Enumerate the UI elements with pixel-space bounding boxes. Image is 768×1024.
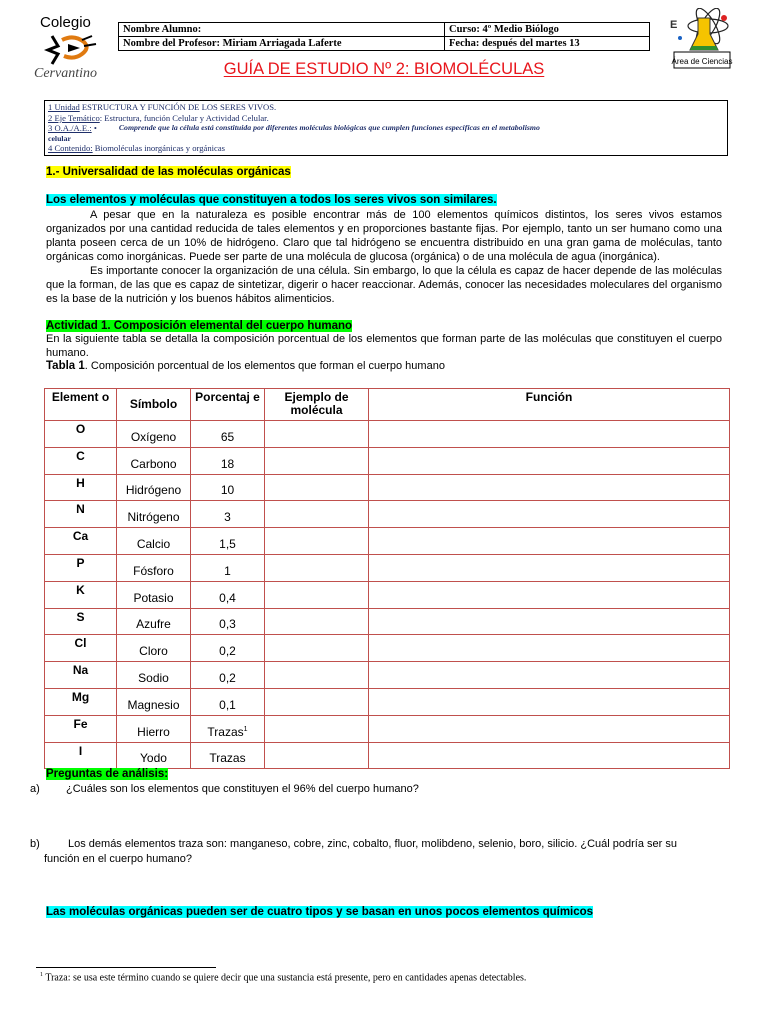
example-molecule-cell[interactable] — [265, 447, 369, 474]
table-row — [45, 581, 730, 608]
percent-cell: 65 — [191, 421, 265, 448]
teacher-name-label: Nombre del Profesor: Miriam Arriagada Laferte — [119, 37, 445, 51]
symbol-cell: C — [45, 447, 117, 474]
question-text-continuation: función en el cuerpo humano? — [44, 853, 192, 865]
element-name-cell: Cloro — [117, 635, 191, 662]
table-caption-text: . Composición porcentual de los elementos que forman el cuerpo humano — [84, 360, 445, 372]
percent-cell — [191, 715, 265, 742]
header-info-table — [118, 22, 650, 51]
percent-cell: 10 — [191, 474, 265, 501]
percent-cell: 18 — [191, 447, 265, 474]
element-name-cell: Hierro — [117, 715, 191, 742]
function-cell[interactable] — [369, 421, 730, 448]
symbol-cell: Mg — [45, 688, 117, 715]
percent-cell: 0,2 — [191, 662, 265, 689]
date-label: Fecha: después del martes 13 — [445, 37, 650, 51]
section-subtitle-text: Los elementos y moléculas que constituyen a todos los seres vivos son similares. — [46, 194, 497, 206]
example-molecule-cell[interactable] — [265, 635, 369, 662]
info-row — [119, 23, 650, 37]
table-row — [45, 554, 730, 581]
table-caption-label: Tabla 1 — [46, 360, 85, 372]
oa-bullet: • — [91, 123, 97, 133]
element-name-cell: Nitrógeno — [117, 501, 191, 528]
function-cell[interactable] — [369, 608, 730, 635]
table-row — [45, 608, 730, 635]
axis-line — [48, 113, 724, 124]
table-row — [45, 501, 730, 528]
percent-cell: 0,4 — [191, 581, 265, 608]
table-row — [45, 662, 730, 689]
symbol-cell: O — [45, 421, 117, 448]
table-row — [45, 742, 730, 769]
example-molecule-cell[interactable] — [265, 501, 369, 528]
function-cell[interactable] — [369, 528, 730, 555]
symbol-cell: I — [45, 742, 117, 769]
function-cell[interactable] — [369, 742, 730, 769]
percent-cell: 0,3 — [191, 608, 265, 635]
question-text: ¿Cuáles son los elementos que constituyen el 96% del cuerpo humano? — [66, 783, 419, 795]
symbol-cell: H — [45, 474, 117, 501]
activity-title-text: Actividad 1. Composición elemental del cuerpo humano — [46, 320, 353, 332]
element-composition-table — [44, 388, 730, 769]
function-cell[interactable] — [369, 447, 730, 474]
symbol-cell: Ca — [45, 528, 117, 555]
paragraph — [46, 264, 722, 306]
element-name-cell: Oxígeno — [117, 421, 191, 448]
paragraph-text: Es importante conocer la organización de una célula. Sin embargo, lo que la célula es capaz de hacer depende de las moléculas que la forman, de las que es capaz de sintetizar, digerir o hacer reaccionar. Además, conocer las necesidades moleculares del organismo es la base de la nutrición y los buenos hábitos alimenticios. — [46, 265, 722, 305]
question-label: a) — [30, 783, 40, 795]
symbol-cell: P — [45, 554, 117, 581]
percent-cell: 1 — [191, 554, 265, 581]
example-molecule-cell[interactable] — [265, 581, 369, 608]
function-cell[interactable] — [369, 662, 730, 689]
example-molecule-cell[interactable] — [265, 421, 369, 448]
table-caption — [46, 360, 445, 372]
symbol-cell: S — [45, 608, 117, 635]
table-row — [45, 474, 730, 501]
unit-line — [48, 102, 724, 113]
example-molecule-cell[interactable] — [265, 688, 369, 715]
example-molecule-cell[interactable] — [265, 474, 369, 501]
column-header: Símbolo — [117, 389, 191, 421]
table-row — [45, 688, 730, 715]
page-title: GUÍA DE ESTUDIO Nº 2: BIOMOLÉCULAS — [223, 60, 545, 78]
axis-text: : Estructura, función Celular y Actividad Celular. — [99, 112, 269, 123]
footnote-mark: 1 — [40, 972, 43, 978]
footnote-ref: 1 — [243, 725, 248, 733]
paragraph-text: A pesar que en la naturaleza es posible encontrar más de 100 elementos químicos distintos, los seres vivos estamos organizados por una cantidad reducida de tales elementos y en proporciones bastante fijas. Por ejemplo, tanto un ser humano como una planta poseen cerca de un 10% de hidrógeno. Claro que tal hidrógeno se encuentra distribuido en una gran gama de moléculas, tanto orgánicas como inorgánicas. Puede ser parte de una molécula de glucosa (orgánica) o de una molécula de agua (inorgánica). — [46, 209, 722, 263]
axis-label: 2 Eje Temático — [48, 112, 100, 123]
example-molecule-cell[interactable] — [265, 528, 369, 555]
section-title-text: 1.- Universalidad de las moléculas orgánicas — [46, 166, 291, 178]
function-cell[interactable] — [369, 501, 730, 528]
example-molecule-cell[interactable] — [265, 742, 369, 769]
column-header: Element o — [45, 389, 117, 421]
course-label: Curso: 4º Medio Biólogo — [445, 23, 650, 37]
organic-molecules-title-text: Las moléculas orgánicas pueden ser de cuatro tipos y se basan en unos pocos elementos químicos — [46, 906, 594, 918]
function-cell[interactable] — [369, 715, 730, 742]
example-molecule-cell[interactable] — [265, 662, 369, 689]
element-name-cell: Hidrógeno — [117, 474, 191, 501]
element-name-cell: Calcio — [117, 528, 191, 555]
table-row — [45, 447, 730, 474]
function-cell[interactable] — [369, 474, 730, 501]
content-text: Biomoléculas inorgánicas y orgánicas — [92, 142, 226, 153]
example-molecule-cell[interactable] — [265, 554, 369, 581]
table-header-row — [45, 389, 730, 421]
percent-cell: Trazas — [191, 742, 265, 769]
function-cell[interactable] — [369, 635, 730, 662]
symbol-cell: Cl — [45, 635, 117, 662]
element-name-cell: Carbono — [117, 447, 191, 474]
element-name-cell: Azufre — [117, 608, 191, 635]
question-a — [30, 782, 419, 797]
section-title — [46, 166, 291, 178]
footnote-text: Traza: se usa este término cuando se quiere decir que una sustancia está presente, pero en cantidades apenas detectables. — [43, 972, 527, 984]
oa-label: 3 O.A./A.E.: — [48, 123, 92, 133]
element-name-cell: Yodo — [117, 742, 191, 769]
footnote-divider — [36, 967, 216, 968]
school-logo-name: Cervantino — [34, 66, 97, 81]
function-cell[interactable] — [369, 581, 730, 608]
oa-line — [48, 123, 724, 134]
symbol-cell: Fe — [45, 715, 117, 742]
example-molecule-cell[interactable] — [265, 608, 369, 635]
function-cell[interactable] — [369, 554, 730, 581]
percent-cell: 0,1 — [191, 688, 265, 715]
organic-molecules-title — [46, 906, 593, 918]
unit-text: ESTRUCTURA Y FUNCIÓN DE LOS SERES VIVOS. — [79, 102, 277, 112]
percent-value: Trazas — [207, 724, 244, 739]
content-line — [48, 143, 724, 154]
column-header: Función — [369, 389, 730, 421]
element-name-cell: Fósforo — [117, 554, 191, 581]
questions-title — [46, 768, 168, 780]
section-subtitle — [46, 194, 497, 206]
question-b — [30, 837, 730, 867]
example-molecule-cell[interactable] — [265, 715, 369, 742]
symbol-cell: N — [45, 501, 117, 528]
percent-cell: 1,5 — [191, 528, 265, 555]
percent-cell: 3 — [191, 501, 265, 528]
column-header: Porcentaj e — [191, 389, 265, 421]
area-logo-label: Área de Ciencias — [671, 57, 733, 66]
table-row — [45, 421, 730, 448]
function-cell[interactable] — [369, 688, 730, 715]
symbol-cell: K — [45, 581, 117, 608]
footnote — [40, 972, 526, 983]
oa-text: Comprende que la célula está constituida por diferentes moléculas biológicas que cumplen funciones específicas en el metabolismo — [118, 123, 540, 132]
activity-text: En la siguiente tabla se detalla la composición porcentual de los elementos que forman parte de las moléculas que constituyen el cuerpo humano. — [46, 333, 722, 359]
paragraph — [46, 208, 722, 264]
element-name-cell: Magnesio — [117, 688, 191, 715]
question-text: Los demás elementos traza son: manganeso, cobre, zinc, cobalto, fluor, molibdeno, selenio, boro, silicio. ¿Cuál podría ser su — [68, 838, 677, 850]
oa-continuation: celular — [48, 133, 71, 143]
table-row — [45, 715, 730, 742]
table-row — [45, 635, 730, 662]
unit-label: 1 Unidad — [48, 102, 80, 112]
element-name-cell: Sodio — [117, 662, 191, 689]
percent-cell: 0,2 — [191, 635, 265, 662]
info-row — [119, 37, 650, 51]
content-label: 4 Contenido: — [48, 142, 93, 153]
curriculum-info-box — [44, 100, 728, 156]
element-name-cell: Potasio — [117, 581, 191, 608]
column-header: Ejemplo de molécula — [265, 389, 369, 421]
question-label: b) — [30, 838, 40, 850]
student-name-label: Nombre Alumno: — [119, 23, 445, 37]
school-logo-word: Colegio — [40, 14, 91, 31]
symbol-cell: Na — [45, 662, 117, 689]
questions-title-text: Preguntas de análisis: — [46, 768, 169, 780]
svg-text:E: E — [670, 19, 678, 31]
table-row — [45, 528, 730, 555]
activity-title — [46, 320, 352, 332]
